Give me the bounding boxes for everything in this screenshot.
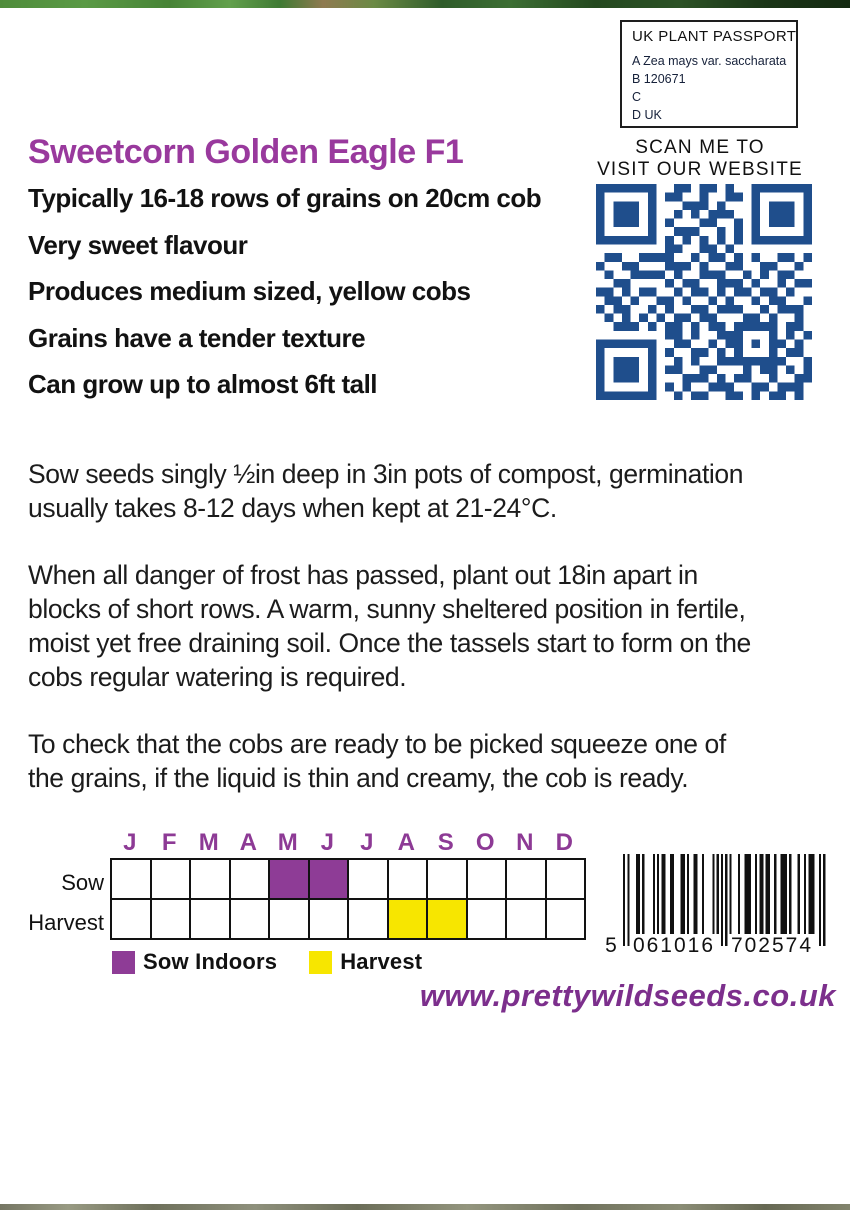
paragraph xyxy=(28,457,751,525)
page-title: Sweetcorn Golden Eagle F1 xyxy=(28,133,464,171)
harvest-swatch xyxy=(309,951,332,974)
plant-passport-line: C xyxy=(632,90,642,104)
month-label: A xyxy=(239,829,257,856)
calendar-row-label-harvest: Harvest xyxy=(28,910,104,935)
calendar-cell xyxy=(389,900,427,938)
month-label: F xyxy=(161,829,177,856)
sowing-calendar xyxy=(28,830,588,942)
paragraph-line: moist yet free draining soil. Once the tassels start to form on the xyxy=(28,628,751,658)
calendar-cell xyxy=(270,860,308,898)
calendar-cell xyxy=(112,860,150,898)
barcode-digits-group2: 702574 xyxy=(730,934,814,956)
legend-label-sow-indoors: Sow Indoors xyxy=(143,949,278,974)
calendar-grid xyxy=(110,858,586,940)
sow-indoors-swatch xyxy=(112,951,135,974)
calendar-month-header xyxy=(110,830,584,856)
website-url: www.prettywildseeds.co.uk xyxy=(419,978,836,1013)
feature-line: Typically 16-18 rows of grains on 20cm cob xyxy=(28,183,542,213)
month-label: O xyxy=(475,829,495,856)
scan-me-line2: VISIT OUR WEBSITE xyxy=(597,159,803,180)
scan-me-line1: SCAN ME TO xyxy=(635,137,765,158)
barcode-digits-group1: 061016 xyxy=(632,934,716,956)
calendar-cell xyxy=(349,900,387,938)
calendar-cell xyxy=(310,860,348,898)
calendar-cell xyxy=(428,860,466,898)
month-label: D xyxy=(555,829,573,856)
paragraph-line: blocks of short rows. A warm, sunny sheltered position in fertile, xyxy=(28,594,746,624)
barcode-first-digit: 5 xyxy=(605,934,617,956)
calendar-cell xyxy=(547,900,585,938)
feature-line: Can grow up to almost 6ft tall xyxy=(28,369,378,399)
paragraph-line: Sow seeds singly ½in deep in 3in pots of compost, germination xyxy=(28,459,744,489)
paragraph xyxy=(28,558,751,694)
feature-line: Grains have a tender texture xyxy=(28,322,366,353)
month-label: M xyxy=(198,829,219,856)
legend-item-harvest xyxy=(309,949,422,975)
calendar-cell xyxy=(191,860,229,898)
paragraph-line: To check that the cobs are ready to be picked squeeze one of xyxy=(28,729,726,759)
calendar-cell xyxy=(152,860,190,898)
feature-line: Very sweet flavour xyxy=(28,229,248,260)
calendar-cell xyxy=(152,900,190,938)
legend-label-harvest: Harvest xyxy=(340,949,423,974)
calendar-cell xyxy=(389,860,427,898)
calendar-cell xyxy=(231,860,269,898)
scan-me-caption xyxy=(555,137,845,181)
paragraph-line: When all danger of frost has passed, plant out 18in apart in xyxy=(28,560,698,590)
calendar-row-label-sow: Sow xyxy=(61,870,104,895)
plant-passport-line: B 120671 xyxy=(632,72,686,86)
calendar-cell xyxy=(547,860,585,898)
plant-passport-lines xyxy=(632,52,788,124)
calendar-cell xyxy=(468,900,506,938)
uk-plant-passport-box xyxy=(620,20,798,128)
paragraph xyxy=(28,727,751,795)
qr-code xyxy=(596,184,812,400)
plant-passport-line: A Zea mays var. saccharata xyxy=(632,54,787,68)
plant-passport-line: D UK xyxy=(632,108,662,122)
paragraph-line: usually takes 8-12 days when kept at 21-24°C. xyxy=(28,493,557,523)
calendar-cell xyxy=(428,900,466,938)
ean13-barcode xyxy=(598,852,838,956)
calendar-cell xyxy=(112,900,150,938)
feature-line: Produces medium sized, yellow cobs xyxy=(28,276,471,306)
month-label: S xyxy=(437,829,454,856)
calendar-cell xyxy=(507,860,545,898)
feature-list xyxy=(28,184,541,417)
calendar-cell xyxy=(231,900,269,938)
calendar-cell xyxy=(191,900,229,938)
calendar-cell xyxy=(507,900,545,938)
calendar-cell xyxy=(270,900,308,938)
paragraph-line: cobs regular watering is required. xyxy=(28,662,407,692)
calendar-legend xyxy=(112,949,422,975)
calendar-cell xyxy=(310,900,348,938)
calendar-cell xyxy=(468,860,506,898)
packet-top-edge-photo-strip xyxy=(0,0,850,8)
legend-item-sow-indoors xyxy=(112,949,277,975)
growing-instructions xyxy=(28,457,751,828)
month-label: N xyxy=(516,829,534,856)
month-label: A xyxy=(397,829,415,856)
month-label: M xyxy=(277,829,298,856)
calendar-cell xyxy=(349,860,387,898)
month-label: J xyxy=(360,829,374,856)
packet-bottom-edge-photo-strip xyxy=(0,1204,850,1210)
month-label: J xyxy=(320,829,334,856)
plant-passport-title: UK PLANT PASSPORT xyxy=(632,28,797,45)
paragraph-line: the grains, if the liquid is thin and creamy, the cob is ready. xyxy=(28,763,689,793)
month-label: J xyxy=(123,829,137,856)
